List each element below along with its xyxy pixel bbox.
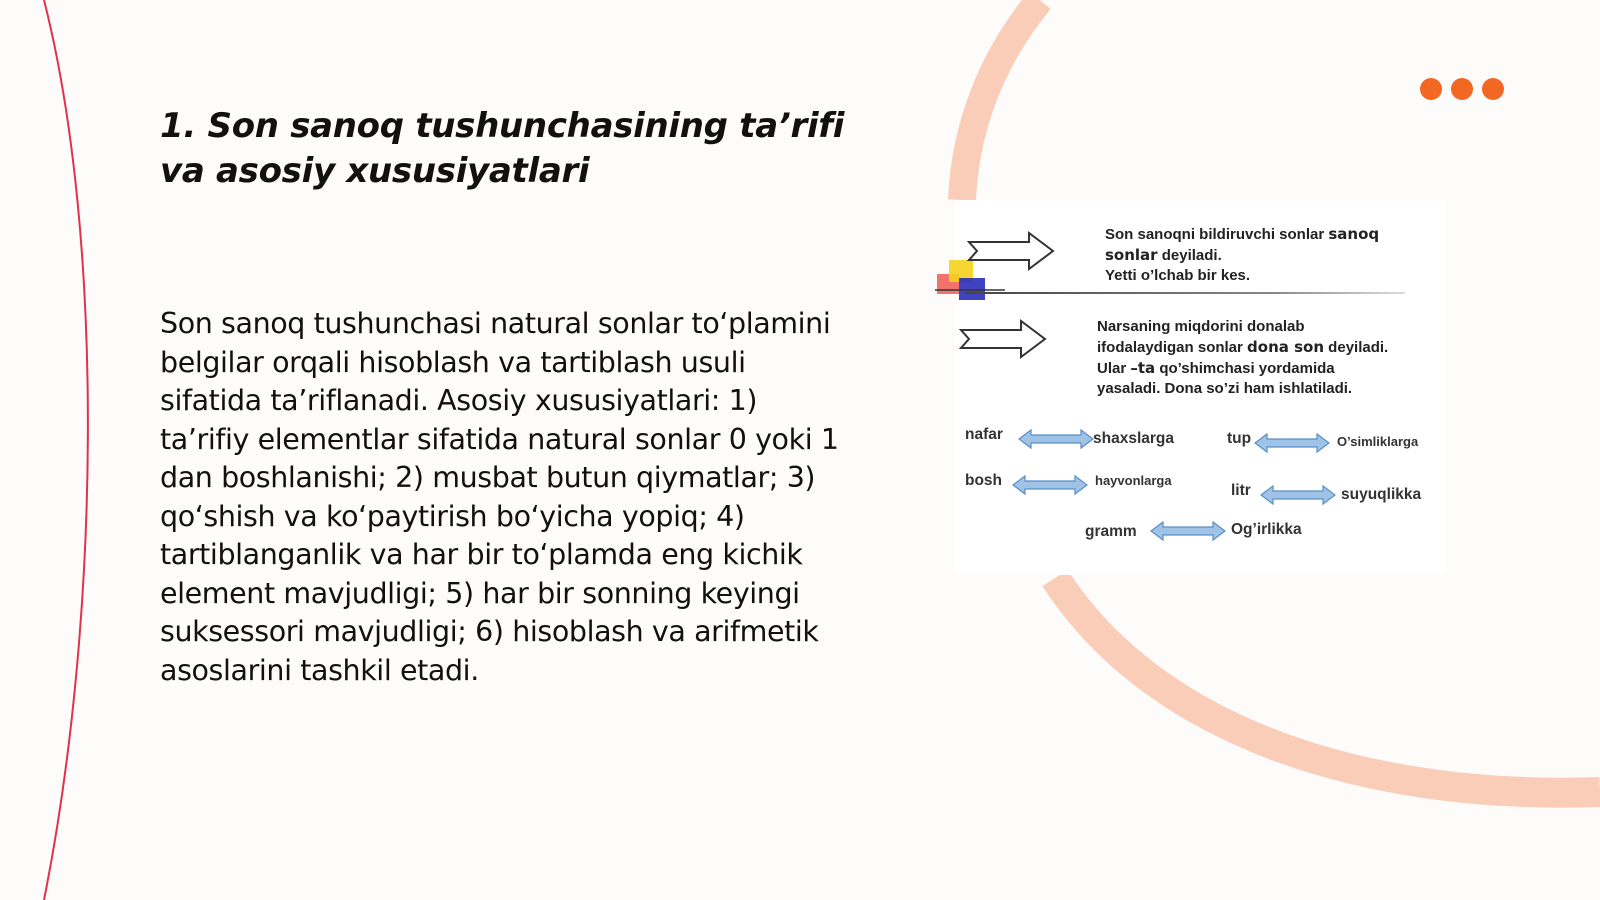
pair-label-nafar: nafar bbox=[965, 426, 1003, 443]
block2-line2: ifodalaydigan sonlar bbox=[1097, 339, 1248, 356]
left-edge-curve bbox=[44, 0, 88, 900]
slide-title: 1. Son sanoq tushunchasining ta’rifi va asosiy xususiyatlari bbox=[160, 106, 845, 191]
pair-label-bosh: bosh bbox=[965, 472, 1003, 489]
block2-line2-bold: dona son bbox=[1247, 338, 1325, 356]
block1-line3: Yetti o’lchab bir kes. bbox=[1105, 267, 1251, 284]
pair-label-ogirlikka: Og’irlikka bbox=[1231, 521, 1302, 538]
double-arrow-litr bbox=[1259, 484, 1337, 506]
block2-line4: yasaladi. Dona so’zi ham ishlatiladi. bbox=[1097, 380, 1353, 397]
block1-line2-bold: sonlar bbox=[1105, 246, 1158, 264]
pair-label-litr: litr bbox=[1231, 482, 1251, 499]
pair-label-suyuqlikka: suyuqlikka bbox=[1341, 486, 1422, 503]
pair-label-gramm: gramm bbox=[1085, 523, 1137, 540]
peach-arc-top bbox=[962, 0, 1040, 200]
block-divider bbox=[965, 292, 1405, 294]
peach-arc-bottom bbox=[1055, 578, 1600, 793]
pair-label-hayvonlarga: hayvonlarga bbox=[1095, 473, 1172, 488]
block2-right-arrow bbox=[959, 318, 1049, 360]
block1-line1: Son sanoqni bildiruvchi sonlar bbox=[1105, 226, 1329, 243]
slide-body-text: Son sanoq tushunchasi natural sonlar to‘plamini belgilar orqali hisoblash va tartiblash usuli sifatida ta’riflanadi. Asosiy xususiyatlari: 1) ta’rifiy elementlar sifatida natural sonlar 0 yoki 1 dan boshlanishi; 2) musbat butun qiymatlar; 3) qo‘shish va ko‘paytirish bo‘yicha yopiq; 4) tartiblanganlik va har bir to‘plamda eng kichik element mavjudligi; 5) har bir sonning keyingi suksessori mavjudligi; 6) hisoblash va arifmetik asoslarini tashkil etadi. bbox=[160, 307, 839, 687]
double-arrow-gramm bbox=[1149, 520, 1227, 542]
block2-line2-post: deyiladi. bbox=[1324, 339, 1389, 356]
block1-line2: deyiladi. bbox=[1157, 247, 1222, 264]
pair-label-shaxslarga: shaxslarga bbox=[1093, 430, 1174, 447]
block1-line1-bold: sanoq bbox=[1328, 225, 1380, 243]
block1-text bbox=[1105, 224, 1379, 286]
dot-2 bbox=[1451, 78, 1473, 100]
pair-label-osimliklarga: O’simliklarga bbox=[1337, 434, 1419, 449]
block2-line3: Ular bbox=[1097, 360, 1131, 377]
double-arrow-bosh bbox=[1011, 474, 1089, 496]
block2-line3-post: qo’shimchasi yordamida bbox=[1155, 360, 1335, 377]
double-arrow-nafar bbox=[1017, 428, 1095, 450]
block2-text bbox=[1097, 317, 1388, 399]
block1-right-arrow bbox=[967, 230, 1057, 272]
block2-line1: Narsaning miqdorini donalab bbox=[1097, 318, 1305, 335]
dot-3 bbox=[1482, 78, 1504, 100]
block2-line3-bold: –ta bbox=[1130, 359, 1156, 377]
sanoq-dona-diagram bbox=[955, 200, 1445, 575]
pair-label-tup: tup bbox=[1227, 430, 1252, 447]
double-arrow-tup bbox=[1253, 432, 1331, 454]
dot-1 bbox=[1420, 78, 1442, 100]
decorative-dots bbox=[1420, 78, 1510, 100]
